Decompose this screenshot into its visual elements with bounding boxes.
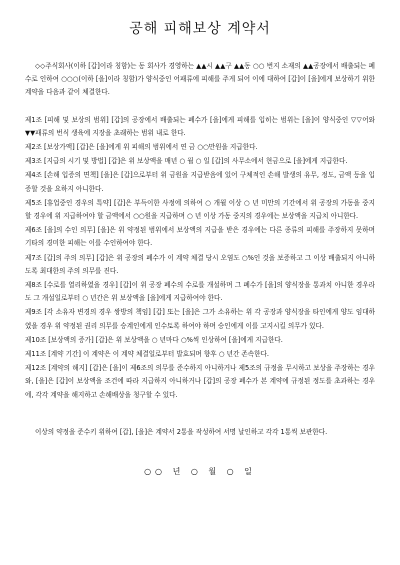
article-1: 제1조 [피해 및 보상의 범위] [갑]의 공장에서 배출되는 폐수가 [을]에게 피해를 입히는 범위는 [을]이 양식중인 ▽▽어와 ▼▼패류의 번식 생육에 지장을 초래하는 범위 내로 한다. (25, 115, 375, 137)
article-7: 제7조 [갑]의 주의 의무] [갑]은 위 공장의 폐수가 이 계약 체결 당시 오염도 ○%인 것을 보증하고 그 이상 배출되지 아니하도록 최대한의 주의 의무를 진다. (25, 253, 375, 275)
article-5: 제5조 [휴업중인 경우의 특약] [갑]은 부득이한 사정에 의하여 ○ 개월 이상 ○ 년 미만의 기간에서 위 공장의 가동을 중지할 경우에 위 지급하여야 할 금액에서 ○○원을 지급하며 ○ 년 이상 가동 중지의 경우에는 보상액을 지급치 아니한다. (25, 198, 375, 221)
article-8: 제8조 [수로를 열리하였을 경우] [갑]이 위 공장 폐수의 수로를 개설하며 그 폐수가 [을]의 양식장을 통과치 아니한 경우라도 그 개설일로부터 ○ 년간은 위 보상액을 [을]에게 지급하여야 한다. (25, 281, 375, 303)
intro-paragraph: ◇◇주식회사(이하 [갑]이라 칭함)는 동 회사가 경영하는 ▲▲시 ▲▲구 ▲▲동 ○○ 번지 소재의 ▲▲공장에서 배출되는 폐수로 인하여 ○○○(이하 [을]이라 칭함)가 양식중인 어패류에 피해를 주게 되어 이에 대하여 [갑]이 [을]에게 보상하기 위한 계약을 다음과 같이 체결한다. (25, 62, 375, 97)
closing-paragraph: 이상의 약정을 준수키 위하여 [갑], [을]은 계약서 2통을 작성하여 서명 날인하고 각각 1통씩 보관한다. (35, 427, 328, 436)
article-3: 제3조 [지급의 시기 및 방법] [갑]은 위 보상액을 매년 ○ 월 ○ 일 [갑]의 사무소에서 현금으로 [을]에게 지급한다. (25, 157, 348, 166)
article-11: 제11조 [계약 기간] 이 계약은 이 계약 체결일로부터 발효되며 향후 ○ 년간 존속한다. (25, 350, 269, 359)
article-9: 제9조 [각 소유자 변경의 경우 쌍방의 책임] [갑] 또는 [을]은 그가 소유하는 위 각 공장과 양식장을 타인에게 양도 임대하였을 경우 위 약정된 권리 의무를 승계인에게 인수토록 하여야 하며 승인에게 이를 고지시킬 의무가 있다. (25, 308, 375, 330)
article-4: 제4조 [손해 입증의 면책] [을]은 [갑]으로부터 위 금원을 지급받음에 있어 구체적인 손해 발생의 유무, 정도, 금액 등을 입증할 것을 요하지 아니한다. (25, 171, 375, 193)
article-10: 제10조 [보상액의 증가] [갑]은 위 보상액을 ○ 년마다 ○%씩 인상하여 [을]에게 지급한다. (25, 335, 283, 344)
article-12: 제12조 [계약의 해지] [갑]은 [을]이 제6조의 의무를 준수하지 아니하거나 제5조의 규정을 무시하고 보상을 주장하는 경우와, [을]은 [갑]이 보상액을 조건에 따라 지급하지 아니하거나 [갑]의 공장 폐수가 본 계약에 규정된 정도를 초과하는 경우에, 각각 계약을 해지하고 손해배상을 청구할 수 있다. (25, 364, 375, 399)
document-title: 공해 피해보상 계약서 (129, 21, 271, 37)
article-6: 제6조 [을]의 수인 의무] [을]은 위 약정된 범위에서 보상액의 지급을 받은 경우에는 다른 종류의 피해를 주장하지 못하며 기타의 경미한 피해는 이를 수인하여야 한다. (25, 226, 375, 248)
articles-list (25, 114, 375, 402)
date-line: ○○ 년 ○ 월 ○ 일 (144, 467, 256, 477)
article-2: 제2조 [보상가액] [갑]은 [을]에게 위 피해의 범위에서 연 금 ○○만원을 지급한다. (25, 143, 258, 152)
